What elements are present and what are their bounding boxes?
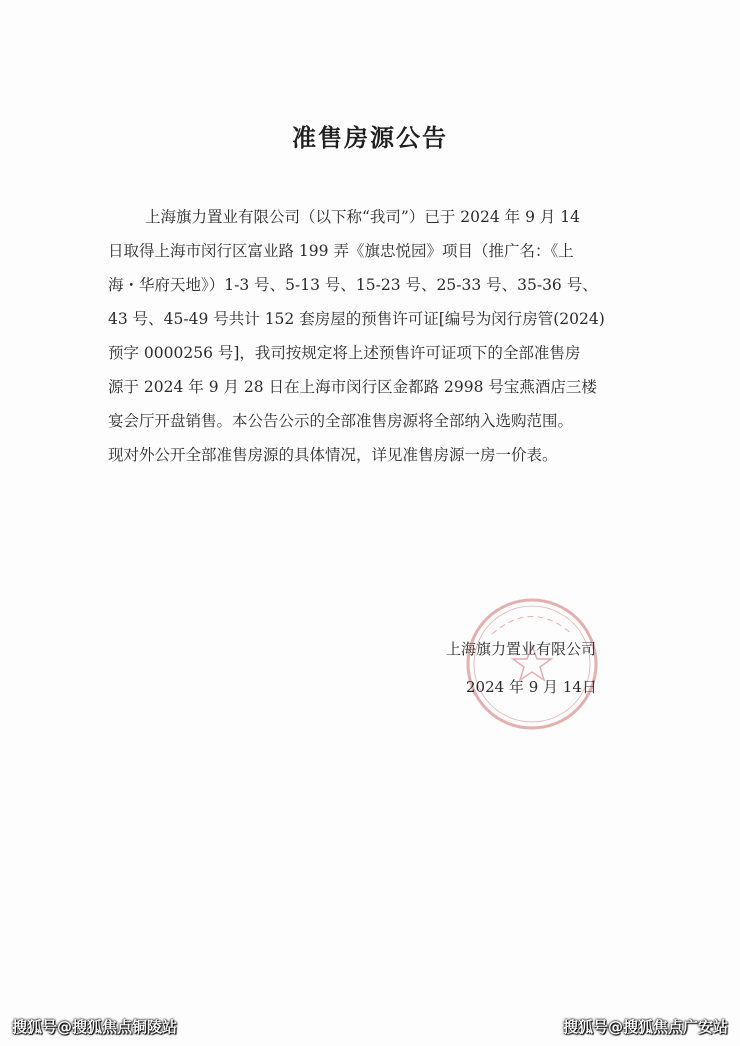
body-line: 43 号、45-49 号共计 152 套房屋的预售许可证[编号为闵行房管(2024)	[108, 310, 605, 328]
body-line: 源于 2024 年 9 月 28 日在上海市闵行区金都路 2998 号宝燕酒店三楼	[108, 378, 597, 396]
signature-block	[446, 634, 597, 702]
signature-company: 上海旗力置业有限公司	[446, 640, 597, 658]
body-line: 现对外公开全部准售房源的具体情况，详见准售房源一房一价表。	[108, 446, 558, 464]
body-line: 宴会厅开盘销售。本公告公示的全部准售房源将全部纳入选购范围。	[108, 412, 574, 430]
document-title: 准售房源公告	[292, 123, 448, 152]
watermark-right: 搜狐号@搜狐焦点广安站	[562, 1018, 728, 1036]
body-line: 预字 0000256 号]，我司按规定将上述预售许可证项下的全部准售房	[108, 344, 581, 362]
announcement-body	[108, 200, 638, 472]
body-line: 上海旗力置业有限公司（以下称“我司”）已于 2024 年 9 月 14	[145, 208, 581, 226]
body-line: 日取得上海市闵行区富业路 199 弄《旗忠悦园》项目（推广名：《上	[108, 242, 574, 260]
signature-date: 2024 年 9 月 14日	[466, 678, 597, 696]
body-line: 海・华府天地》）1-3 号、5-13 号、15-23 号、25-33 号、35-36 号、	[108, 276, 598, 294]
watermark-left: 搜狐号@搜狐焦点铜陵站	[12, 1018, 178, 1036]
